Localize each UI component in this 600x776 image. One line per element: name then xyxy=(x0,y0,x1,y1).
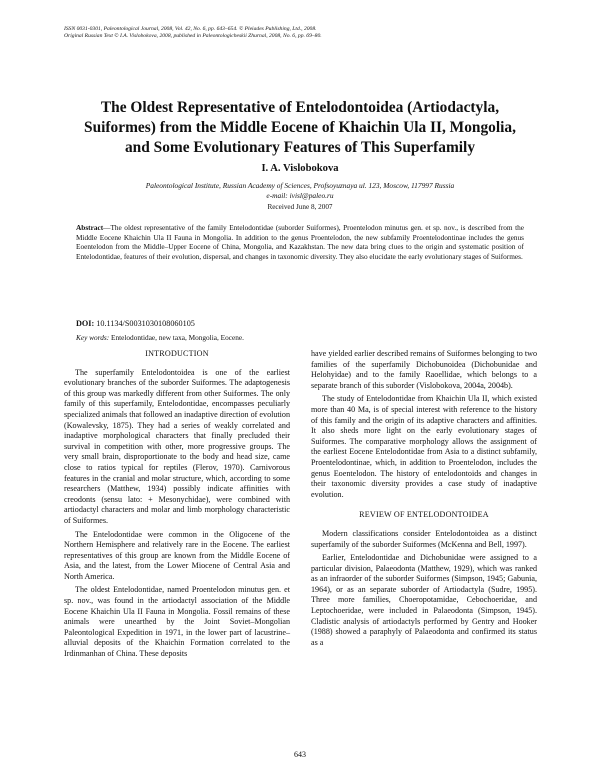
title-line-3: and Some Evolutionary Features of This Superfamily xyxy=(124,139,476,156)
email[interactable]: e-mail: ivisl@paleo.ru xyxy=(266,191,334,200)
page-number: 643 xyxy=(294,750,306,759)
title-line-2: Suiformes) from the Middle Eocene of Khaichin Ula II, Mongolia, xyxy=(84,119,516,136)
right-paragraph-2: The study of Entelodontidae from Khaichin Ula II, which existed more than 40 Ma, is of special interest with reference to the history of this family and the origin of its adaptive characters and affinities. It also sheds more light on the early evolutionary stages of Suiformes. The comparative morphology allows the assignment of the earliest Eocene Entelodontidae from Asia to a distinct subfamily, Proentelodontinae, which, in addition to Proentelodon, includes the genus Eoentelodon. The history of entelodontoids and changes in their taxonomic diversity provides a case study of inadaptive evolution. xyxy=(311,394,537,499)
author-name: I. A. Vislobokova xyxy=(261,163,339,174)
journal-header-line-2: Original Russian Text © I.A. Vislobokova, 2008, published in Paleontologicheskii Zhurnal, 2008, No. 6, pp. 69–80. xyxy=(64,33,322,40)
left-column xyxy=(64,349,290,663)
right-paragraph-continued: have yielded earlier described remains of Suiformes belonging to two families of the superfamily Dichobunoidea (Dichobunidae and Helohyidae) and to the family Raoellidae, which belongs to a separate branch of this suborder (Vislobokova, 2004a, 2004b). xyxy=(311,349,537,390)
doi-label: DOI: xyxy=(76,319,95,328)
doi-value[interactable]: 10.1134/S0031030108060105 xyxy=(96,319,195,328)
abstract xyxy=(76,223,524,261)
keywords-label: Key words: xyxy=(76,333,110,342)
abstract-label: Abstract xyxy=(76,223,104,232)
review-heading: REVIEW OF ENTELODONTOIDEA xyxy=(359,510,489,520)
paper-title xyxy=(40,98,560,158)
doi xyxy=(76,319,195,328)
keywords-value: Entelodontidae, new taxa, Mongolia, Eocene. xyxy=(111,333,244,342)
affiliation: Paleontological Institute, Russian Academy of Sciences, Profsoyuznaya ul. 123, Moscow, 117997 Russia xyxy=(145,181,455,190)
keywords xyxy=(76,333,244,342)
affiliation-block xyxy=(0,181,600,201)
journal-header-line-1: ISSN 0031-0301, Paleontological Journal, 2008, Vol. 42, No. 6, pp. 643–654. © Pleiades Publishing, Ltd., 2008. xyxy=(64,26,317,32)
abstract-text: —The oldest representative of the family Entelodontidae (suborder Suiformes), Proentelodon minutus gen. et sp. nov., is described from the Middle Eocene Khaichin Ula II Fauna in Mongolia. In addition to the genus Proentelodon, the new subfamily Proentelodontinae includes the genus Eoentelodon from the Middle–Upper Eocene of China, Mongolia, and Kazakhstan. The new data bring clues to the origin and systematic position of Entelodontidae, features of their evolution, dispersal, and changes in taxonomic diversity. They also elucidate the early evolutionary stages of Suiformes. xyxy=(76,223,524,261)
review-paragraph-1: Modern classifications consider Entelodontoidea as a distinct superfamily of the suborder Suiformes (McKenna and Bell, 1997). xyxy=(311,528,537,549)
right-column xyxy=(311,349,537,651)
intro-paragraph-3: The oldest Entelodontidae, named Proentelodon minutus gen. et sp. nov., was found in the artiodactyl association of the Middle Eocene Khaichin Ula II Fauna in Mongolia. Fossil remains of these animals were unearthed by the Joint Soviet–Mongolian Paleontological Expedition in 1971, in the lower part of lacustrine–alluvial deposits of the Khaichin Formation correlated to the Irdinmanhan of China. These deposits xyxy=(64,585,290,659)
introduction-heading: INTRODUCTION xyxy=(145,349,209,358)
review-paragraph-2: Earlier, Entelodontidae and Dichobunidae were assigned to a particular division, Palaeodonta (Matthew, 1929), which was ranked as an infraorder of the suborder Suiformes (Simpson, 1945; Gabunia, 1964), or as an separate suborder of Artiodactyla (Sudre, 1995). Three more families, Choeropotamidae, Cebochoeridae, and Leptochoeridae, were included in Palaeodonta (Simpson, 1945). Cladistic analysis of artiodactyls performed by Gentry and Hooker (1988) showed a paraphyly of Palaeodonta and confirmed its status as a xyxy=(311,553,537,647)
journal-header xyxy=(64,26,544,41)
intro-paragraph-1: The superfamily Entelodontoidea is one of the earliest evolutionary branches of the suborder Suiformes. The adaptogenesis of this group was markedly different from other Suiformes. The only family of this superfamily, Entelodontidae, encompasses peculiarly specialized animals that followed an inadaptive direction of evolution (Kowalevsky, 1875). They had a series of weakly correlated and inadaptive morphological characters that finally precluded their survival in competition with other, more progressive groups. The very small brain, disproportionate to the body and head size, came close to ratios typical for reptiles (Flerov, 1970). Carnivorous features in the cranial and molar structure, which, according to some researchers (Matthew, 1934) possibly indicate affinities with creodonts (sensu lato: + Mesonychidae), were combined with artiodactyl characters and molar and limb morphology characteristic of Suiformes. xyxy=(64,367,290,525)
received-date: Received June 8, 2007 xyxy=(267,203,333,211)
title-line-1: The Oldest Representative of Entelodontoidea (Artiodactyla, xyxy=(100,99,500,116)
intro-paragraph-2: The Entelodontidae were common in the Oligocene of the Northern Hemisphere and relatively rare in the Eocene. The earliest representatives of this group are known from the Middle Eocene of Asia, and the latest, from the Lower Miocene of Central Asia and North America. xyxy=(64,529,290,581)
